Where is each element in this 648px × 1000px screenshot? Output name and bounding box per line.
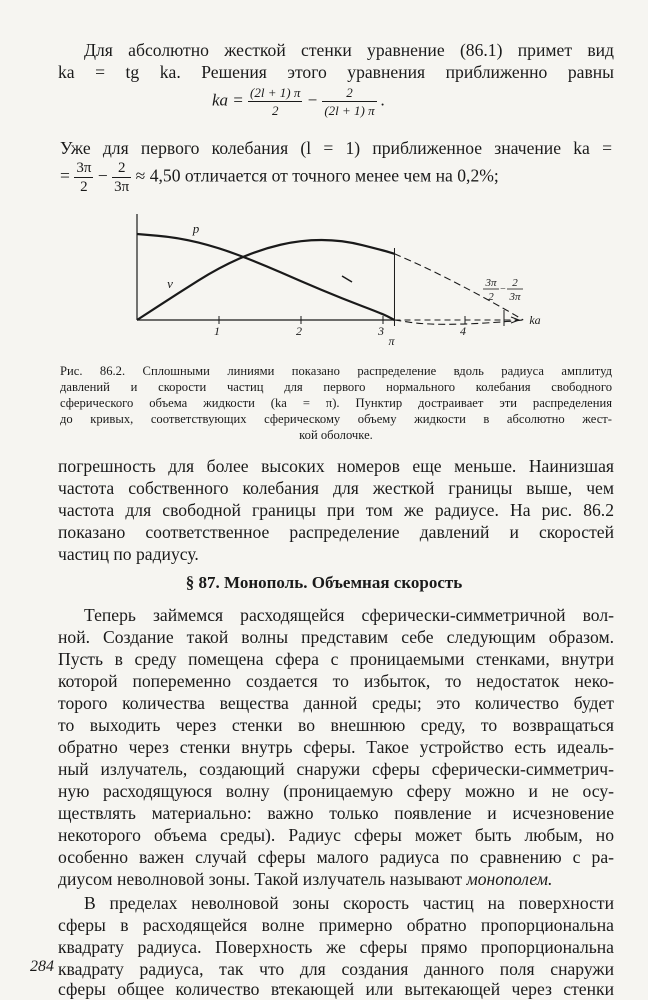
annotation-sep: − [500, 284, 506, 295]
para4-line: торого количества вещества данной среды; это количество будет [58, 693, 614, 713]
para4-line: обратно через стенки внутрь сферы. Такое устройство есть идеаль- [58, 737, 614, 757]
section-heading: § 87. Монополь. Объемная скорость [185, 573, 463, 592]
para4-line: ной. Создание такой волны представим себе следующим образом. [58, 627, 614, 647]
x-tick-label: 3 [378, 324, 384, 338]
x-tick-label: 4 [460, 324, 466, 338]
eq1-end: . [380, 90, 386, 110]
para2-fraction-1: $\frac{3\pi}{2}$ [76, 160, 92, 195]
para4-line: то выходить через стенки во внешнюю среду, то возвращаться [58, 715, 614, 735]
para3-line4: показано соответственное распределение давлений и скоростей [58, 522, 614, 542]
annotation-frac2-den: 3π [509, 291, 521, 303]
chart-labels [167, 221, 541, 348]
para4-line: особенно важен случай сферы малого радиуса по сравнению с ра- [58, 847, 614, 867]
para5-line: сферы общее количество втекающей или вытекающей через стенки [58, 979, 614, 999]
pi-label: π [388, 334, 395, 348]
term-monopole: монополем. [466, 869, 553, 889]
x-tick-label: 1 [214, 324, 220, 338]
curve-p [137, 234, 394, 320]
para2-line1: Уже для первого колебания (l = 1) приближенное значение ka = [60, 138, 612, 158]
para5-line: сферы в расходящейся волне примерно обратно пропорциональна [58, 915, 614, 935]
curve-v [137, 240, 394, 320]
para2-line2: = $\frac{3\pi}{2}$ − $\frac{2}{3\pi}$ ≈ 4,50 отличается от точного менее чем на 0,2%; [60, 160, 499, 195]
x-axis-label: ka [529, 313, 541, 327]
para4-line-last: диусом неволновой зоны. Такой излучатель называют монополем. [58, 869, 553, 889]
stray-mark [342, 276, 352, 282]
para4-line: ный излучатель, создающий снаружи сферы сферически-симметрич- [58, 759, 614, 779]
para4-line: ную расходящуюся волну (проницаемую сферу можно и не осу- [58, 781, 614, 801]
equation-1 [212, 84, 385, 119]
curve-label-v: v [167, 276, 173, 291]
para5-line: квадрату радиуса. Поверхность же сферы прямо пропорциональна [58, 937, 614, 957]
annotation-frac1-num: 3π [485, 277, 497, 289]
eq1-fraction-2: $\frac{2}{(2l + 1) \pi}$ [324, 85, 375, 118]
para3-line1: погрешность для более высоких номеров еще меньше. Наинизшая [58, 456, 614, 476]
caption-line2: давлений и скорости частиц для первого нормального колебания свободного [60, 380, 612, 394]
figure-86-2 [0, 200, 648, 360]
para5-line: квадрату радиуса, так что для создания данного поля снаружи [58, 959, 614, 979]
caption-line5: кой оболочке. [299, 428, 373, 442]
para1-line2: ka = tg ka. Решения этого уравнения приближенно равны [58, 62, 614, 82]
annotation-frac2-num: 2 [512, 277, 518, 289]
para4-line: некоторого объема среды). Радиус сферы может быть любым, но [58, 825, 614, 845]
para4-line: Теперь займемся расходящейся сферически-симметричной вол- [84, 605, 614, 625]
para1-line1: Для абсолютно жесткой стенки уравнение (86.1) примет вид [84, 40, 614, 60]
page-number: 284 [30, 958, 54, 975]
eq1-lhs: ka = [212, 90, 244, 110]
curve-label-p: p [192, 221, 200, 236]
para3-line2: частота собственного колебания для жесткой границы выше, чем [58, 478, 614, 498]
caption-line1: Рис. 86.2. Сплошными линиями показано распределение вдоль радиуса амплитуд [60, 364, 612, 378]
para4-line: ществлять материально: важно только появление и исчезновение [58, 803, 614, 823]
para2-fraction-2: $\frac{2}{3\pi}$ [114, 160, 130, 195]
para3-line5: частиц по радиусу. [58, 544, 199, 564]
figure-caption [60, 363, 612, 443]
para5-line: В пределах неволновой зоны скорость частиц на поверхности [84, 893, 614, 913]
para3-line3: частота для свободной границы при том же радиусе. На рис. 86.2 [58, 500, 614, 520]
caption-line3: сферического объема жидкости (ka = π). Пунктир достраивает эти распределения [60, 396, 612, 410]
eq1-fraction-1: $\frac{(2l + 1) \pi}{2}$ [250, 85, 301, 118]
x-tick-label: 2 [296, 324, 302, 338]
annotation-frac1-den: 2 [488, 291, 494, 303]
para4-line: которой попеременно создается то избыток, то недостаток неко- [58, 671, 614, 691]
para4-line: Пусть в среду помещена сфера с проницаемыми стенками, внутри [58, 649, 614, 669]
chart-curves [137, 234, 523, 324]
eq1-minus: − [306, 90, 319, 110]
caption-line4: до кривых, соответствующих сферическому объему жидкости в абсолютно жест- [60, 412, 612, 426]
